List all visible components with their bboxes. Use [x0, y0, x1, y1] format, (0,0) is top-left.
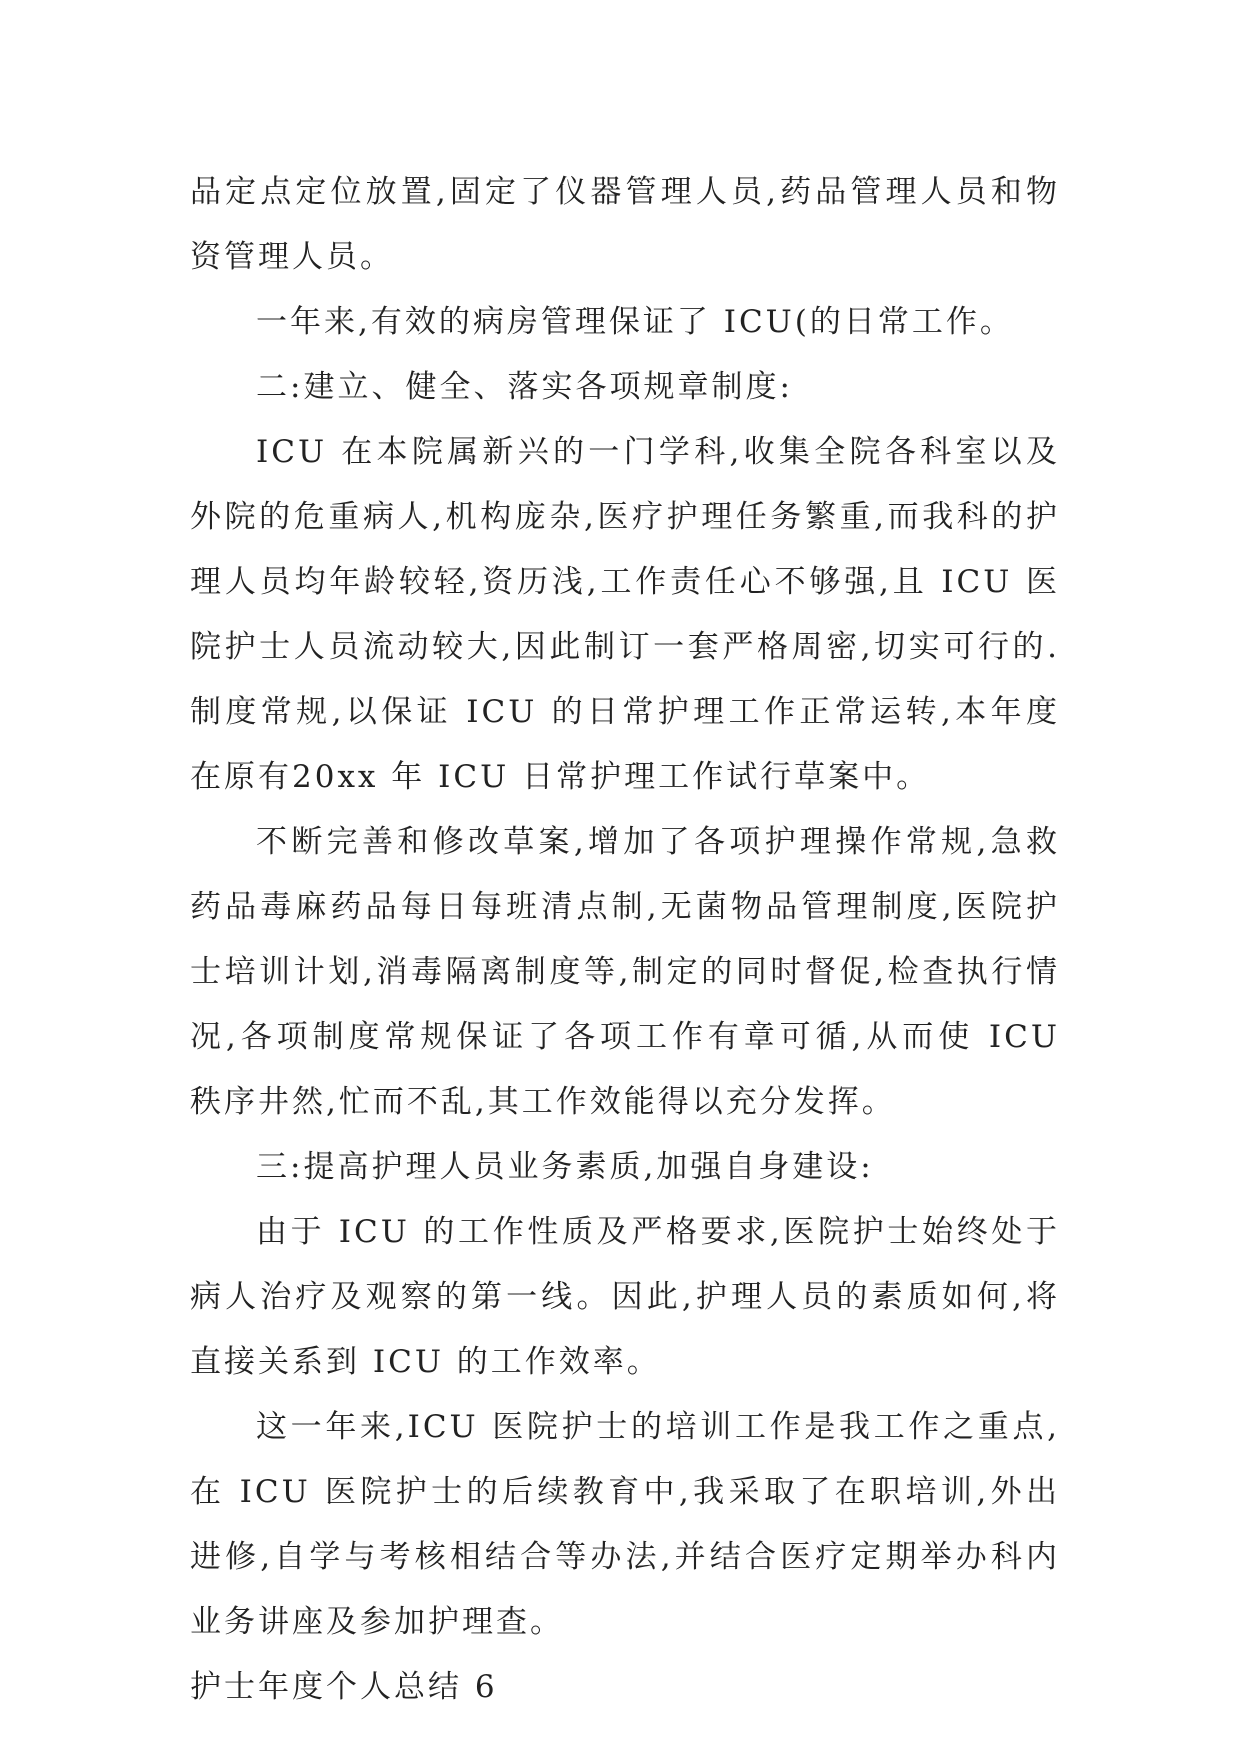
paragraph-7: 由于 ICU 的工作性质及严格要求,医院护士始终处于病人治疗及观察的第一线。因此,护理人员的素质如何,将直接关系到 ICU 的工作效率。	[190, 1214, 1060, 1380]
paragraph-2: 一年来,有效的病房管理保证了 ICU(的日常工作。	[256, 304, 1014, 340]
section-heading-3: 三:提高护理人员业务素质,加强自身建设:	[256, 1149, 874, 1185]
paragraph-1: 品定点定位放置,固定了仪器管理人员,药品管理人员和物资管理人员。	[190, 174, 1060, 275]
document-body	[190, 160, 1060, 1720]
paragraph-8: 这一年来,ICU 医院护士的培训工作是我工作之重点,在 ICU 医院护士的后续教育中,我采取了在职培训,外出进修,自学与考核相结合等办法,并结合医疗定期举办科内业务讲座及参加护理查。	[190, 1409, 1060, 1640]
next-document-title: 护士年度个人总结 6	[190, 1669, 498, 1705]
paragraph-4: ICU 在本院属新兴的一门学科,收集全院各科室以及外院的危重病人,机构庞杂,医疗护理任务繁重,而我科的护理人员均年龄较轻,资历浅,工作责任心不够强,且 ICU 医院护士人员流动较大,因此制订一套严格周密,切实可行的.制度常规,以保证 ICU 的日常护理工作正常运转,本年度在原有20xx 年 ICU 日常护理工作试行草案中。	[190, 434, 1060, 795]
section-heading-2: 二:建立、健全、落实各项规章制度:	[256, 369, 793, 405]
paragraph-5: 不断完善和修改草案,增加了各项护理操作常规,急救药品毒麻药品每日每班清点制,无菌物品管理制度,医院护士培训计划,消毒隔离制度等,制定的同时督促,检查执行情况,各项制度常规保证了各项工作有章可循,从而使 ICU 秩序井然,忙而不乱,其工作效能得以充分发挥。	[190, 824, 1060, 1120]
